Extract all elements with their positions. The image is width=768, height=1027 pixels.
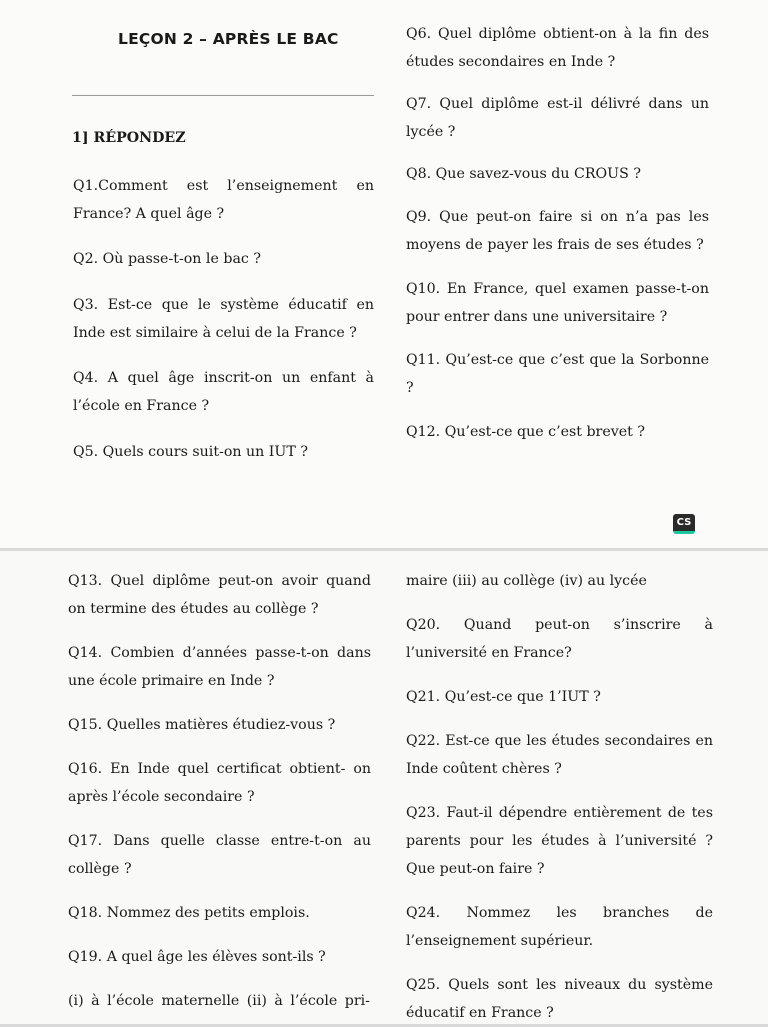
question-q3: Q3. Est-ce que le système éducatif en Inde est similaire à celui de la France ? [73,297,374,341]
question-q21: Q21. Qu’est-ce que 1’IUT ? [406,689,601,705]
question-q19-options: (i) à l’école maternelle (ii) à l’école pri- [68,993,370,1009]
question-q18: Q18. Nommez des petits emplois. [68,905,310,921]
question-q13: Q13. Quel diplôme peut-on avoir quand on termine des études au collège ? [68,573,371,617]
question-q1: Q1.Comment est l’enseignement en France? A quel âge ? [73,178,374,222]
lesson-title: LEÇON 2 – APRÈS LE BAC [118,30,339,48]
question-q14: Q14. Combien d’années passe-t-on dans une école primaire en Inde ? [68,645,371,689]
page2-left-column [68,567,371,1015]
question-q7: Q7. Quel diplôme est-il délivré dans un lycée ? [406,96,709,140]
question-q16: Q16. En Inde quel certificat obtient- on après l’école secondaire ? [68,761,371,805]
page2-right-column [406,567,713,1027]
question-q5: Q5. Quels cours suit-on un IUT ? [73,444,308,460]
question-q9: Q9. Que peut-on faire si on n’a pas les moyens de payer les frais de ses études ? [406,209,709,253]
question-q10: Q10. En France, quel examen passe-t-on pour entrer dans une universitaire ? [406,281,709,325]
question-q2: Q2. Où passe-t-on le bac ? [73,251,261,267]
question-q25: Q25. Quels sont les niveaux du système éducatif en France ? [406,977,713,1021]
section-heading: 1] RÉPONDEZ [72,130,186,146]
question-q23: Q23. Faut-il dépendre entièrement de tes parents pour les études à l’université ? Que peut-on faire ? [406,805,713,877]
question-q22: Q22. Est-ce que les études secondaires en Inde coûtent chères ? [406,733,713,777]
page1-left-column [73,172,374,466]
question-q8: Q8. Que savez-vous du CROUS ? [406,166,641,182]
page1-right-column [406,20,709,446]
question-q19-continued: maire (iii) au collège (iv) au lycée [406,573,647,589]
question-q6: Q6. Quel diplôme obtient-on à la fin des études secondaires en Inde ? [406,26,709,70]
camscanner-icon: CS [673,514,695,534]
question-q17: Q17. Dans quelle classe entre-t-on au collège ? [68,833,371,877]
question-q24: Q24. Nommez les branches de l’enseignement supérieur. [406,905,713,949]
question-q11: Q11. Qu’est-ce que c’est que la Sorbonne ? [406,352,709,396]
worksheet-page-2 [0,551,768,1024]
question-q4: Q4. A quel âge inscrit-on un enfant à l’école en France ? [73,370,374,414]
title-divider [72,95,374,96]
question-q12: Q12. Qu’est-ce que c’est brevet ? [406,424,645,440]
question-q19: Q19. A quel âge les élèves sont-ils ? [68,949,326,965]
question-q15: Q15. Quelles matières étudiez-vous ? [68,717,336,733]
question-q20: Q20. Quand peut-on s’inscrire à l’université en France? [406,617,713,661]
